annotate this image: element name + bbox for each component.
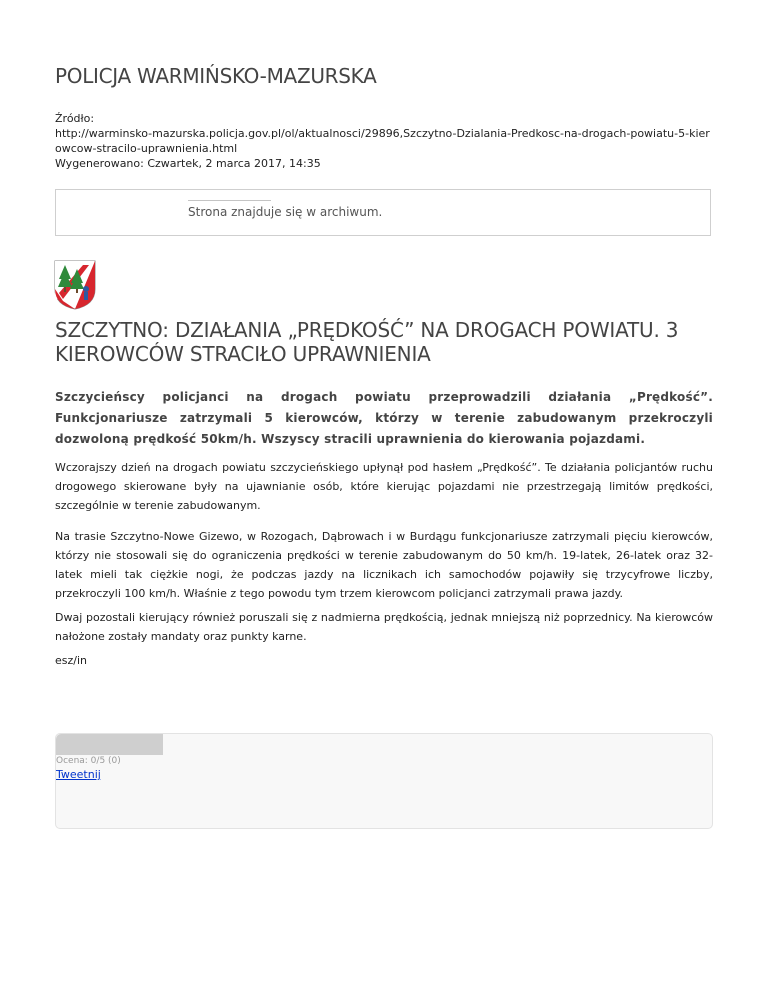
article-signature: esz/in: [55, 654, 88, 667]
rating-text: Ocena: 0/5 (0): [56, 756, 121, 766]
article-lead: Szczycieńscy policjanci na drogach powiatu przeprowadzili działania „Prędkość”. Funkcjonariusze zatrzymali 5 kierowców, którzy w terenie zabudowanym przekroczyli dozwoloną prędkość 50km/h. Wszyscy stracili uprawnienia do kierowania pojazdami.: [55, 390, 713, 446]
rating-stars-bar[interactable]: [56, 734, 163, 755]
article-paragraph: Wczorajszy dzień na drogach powiatu szczycieńskiego upłynął pod hasłem „Prędkość”. Te działania policjantów ruchu drogowego skierowane były na ujawnianie osób, które kierując pojazdami nie przestrzegają limitów prędkości, szczególnie w terenie zabudowanym.: [55, 461, 713, 512]
source-info: [55, 111, 715, 171]
archive-divider: [188, 200, 271, 201]
rating-box: [55, 733, 713, 829]
generated-date: Wygenerowano: Czwartek, 2 marca 2017, 14:35: [55, 157, 321, 170]
article-headline: SZCZYTNO: DZIAŁANIA „PRĘDKOŚĆ” NA DROGACH POWIATU. 3 KIEROWCÓW STRACIŁO UPRAWNIENIA: [55, 318, 679, 366]
szczytno-county-crest-icon: [53, 259, 97, 311]
archive-notice: Strona znajduje się w archiwum.: [188, 205, 383, 219]
article-paragraph: Dwaj pozostali kierujący również poruszali się z nadmierna prędkością, jednak mniejszą niż poprzednicy. Na kierowców nałożone zostały mandaty oraz punkty karne.: [55, 611, 713, 643]
source-label: Źródło:: [55, 112, 95, 125]
source-url: http://warminsko-mazurska.policja.gov.pl/ol/aktualnosci/29896,Szczytno-Dzialania-Predkosc-na-drogach-powiatu-5-kierowcow-stracilo-uprawnienia.html: [55, 127, 710, 155]
tweet-link[interactable]: Tweetnij: [56, 768, 101, 781]
site-title: POLICJA WARMIŃSKO-MAZURSKA: [55, 64, 377, 88]
article-paragraph: Na trasie Szczytno-Nowe Gizewo, w Rozogach, Dąbrowach i w Burdągu funkcjonariusze zatrzymali pięciu kierowców, którzy nie stosowali się do ograniczenia prędkości w terenie zabudowanym do 50 km/h. 19-latek, 26-latek oraz 32-latek mieli tak ciężkie nogi, że podczas jazdy na licznikach ich samochodów pojawiły się trzycyfrowe liczby, przekroczyli 100 km/h. Właśnie z tego powodu tym trzem kierowcom policjanci zatrzymali prawa jazdy.: [55, 530, 713, 600]
archive-notice-box: [55, 189, 711, 236]
